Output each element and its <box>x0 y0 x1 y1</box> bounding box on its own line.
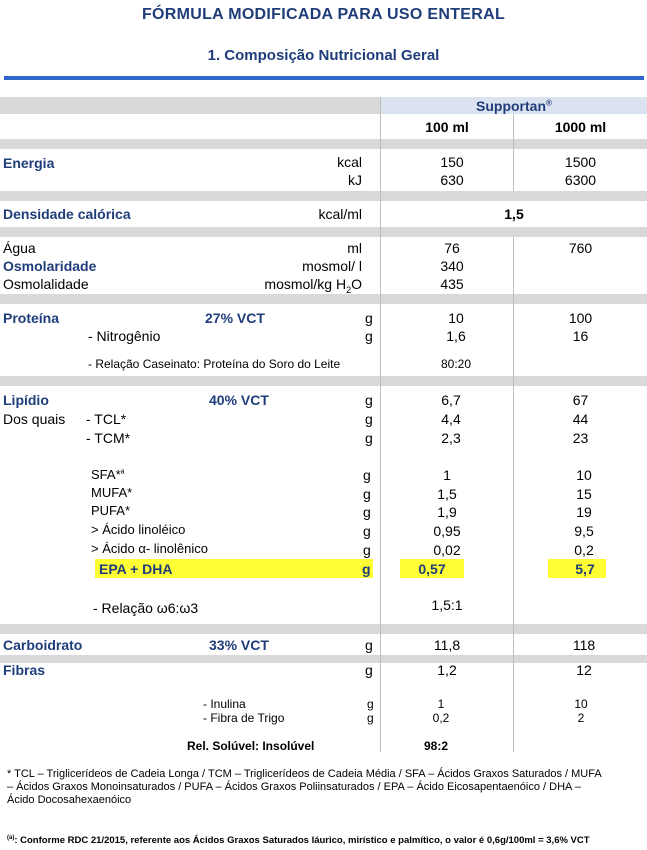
alfa-linolenico-1000: 0,2 <box>574 542 594 558</box>
alfa-linolenico-unit: g <box>363 542 371 558</box>
relacao-omega-label: - Relação ω6:ω3 <box>93 600 199 616</box>
osmolalidade-100: 435 <box>440 276 464 292</box>
agua-unit: ml <box>347 240 362 256</box>
sfa-label: SFA*$^a$ <box>91 467 125 482</box>
energia-unit-kj: kJ <box>348 172 362 188</box>
relacao-caseinato-value: 80:20 <box>440 357 472 371</box>
footnote-abbrev-2: – Ácidos Graxos Monoinsaturados / PUFA – Ácidos Graxos Poliinsaturados / EPA – Ácido Eicosapentaenóico / DHA – <box>7 781 581 793</box>
pufa-1000: 19 <box>576 504 592 520</box>
rel-soluvel-label: Rel. Solúvel: Insolúvel <box>187 739 315 753</box>
carboidrato-unit: g <box>365 637 373 653</box>
osmolaridade-100: 340 <box>440 258 464 274</box>
fibras-1000: 12 <box>576 662 592 678</box>
nitrogenio-label: - Nitrogênio <box>88 328 161 344</box>
energia-kj-100: 630 <box>440 172 464 188</box>
mufa-1000: 15 <box>576 486 592 502</box>
energia-kj-1000: 6300 <box>564 172 597 188</box>
sfa-100: 1 <box>443 467 451 483</box>
lipidio-1000: 67 <box>572 392 589 408</box>
page-title: FÓRMULA MODIFICADA PARA USO ENTERAL <box>141 6 506 23</box>
tcm-unit: g <box>365 430 373 446</box>
mufa-label: MUFA* <box>91 485 133 500</box>
carboidrato-100: 11,8 <box>433 637 461 653</box>
nitrogenio-100: 1,6 <box>446 328 466 344</box>
epa-dha-100: 0,57 <box>418 561 446 577</box>
product-name: Supportan® <box>476 98 552 114</box>
sfa-1000: 10 <box>576 467 592 483</box>
inulina-label: - Inulina <box>203 697 246 711</box>
agua-100: 76 <box>444 240 460 256</box>
linoleico-unit: g <box>363 523 371 539</box>
separator-bar <box>0 139 647 149</box>
tcl-100: 4,4 <box>441 411 461 427</box>
mufa-100: 1,5 <box>437 486 457 502</box>
rel-soluvel-value: 98:2 <box>423 739 449 753</box>
fibras-label: Fibras <box>3 662 46 678</box>
energia-unit-kcal: kcal <box>337 154 362 170</box>
tcl-unit: g <box>365 411 373 427</box>
agua-label: Água <box>3 240 36 256</box>
sfa-unit: g <box>363 467 371 483</box>
relacao-omega-value: 1,5:1 <box>431 597 463 613</box>
col-header-100ml: 100 ml <box>425 119 469 135</box>
densidade-value: 1,5 <box>504 206 524 222</box>
energia-kcal-100: 150 <box>440 154 464 170</box>
footnote-abbrev-3: Ácido Docosahexaenóico <box>7 794 132 806</box>
lipidio-label: Lipídio <box>3 392 49 408</box>
osmolaridade-label: Osmolaridade <box>3 258 97 274</box>
epa-dha-unit: g <box>362 561 371 577</box>
proteina-vct: 27% VCT <box>205 310 265 326</box>
pufa-label: PUFA* <box>91 503 131 518</box>
carboidrato-vct: 33% VCT <box>209 637 269 653</box>
energia-kcal-1000: 1500 <box>564 154 597 170</box>
separator-bar <box>0 294 647 304</box>
linoleico-label: > Ácido linoléico <box>91 522 186 537</box>
pufa-100: 1,9 <box>437 504 457 520</box>
nitrogenio-unit: g <box>365 328 373 344</box>
pufa-unit: g <box>363 504 371 520</box>
inulina-unit: g <box>367 697 374 711</box>
dos-quais-label: Dos quais <box>3 411 66 427</box>
energia-label: Energia <box>3 155 55 171</box>
linoleico-1000: 9,5 <box>574 523 594 539</box>
densidade-unit: kcal/ml <box>318 206 362 222</box>
proteina-100: 10 <box>448 310 464 326</box>
carboidrato-1000: 118 <box>572 637 596 653</box>
tcm-label: - TCM* <box>86 430 131 446</box>
title-divider <box>4 76 644 80</box>
footnote-abbrev-1: * TCL – Triglicerídeos de Cadeia Longa / TCM – Triglicerídeos de Cadeia Média / SFA – Ácidos Graxos Saturados / MUFA <box>7 768 602 780</box>
inulina-1000: 10 <box>574 697 588 711</box>
nitrogenio-1000: 16 <box>572 328 589 344</box>
densidade-label: Densidade calórica <box>3 206 131 222</box>
proteina-1000: 100 <box>568 310 593 326</box>
proteina-unit: g <box>365 310 373 326</box>
alfa-linolenico-label: > Ácido α- linolênico <box>91 541 208 556</box>
epa-dha-1000: 5,7 <box>575 561 595 577</box>
separator-bar <box>0 191 647 201</box>
tcm-100: 2,3 <box>441 430 461 446</box>
epa-dha-label: EPA + DHA <box>99 561 173 577</box>
alfa-linolenico-100: 0,02 <box>433 542 461 558</box>
agua-1000: 760 <box>568 240 593 256</box>
fibra-trigo-100: 0,2 <box>432 711 450 725</box>
separator-bar <box>0 376 647 386</box>
separator-bar <box>0 624 647 634</box>
tcl-1000: 44 <box>572 411 589 427</box>
fibra-trigo-1000: 2 <box>577 711 585 725</box>
separator-bar <box>0 227 647 237</box>
proteina-label: Proteína <box>3 310 60 326</box>
osmolalidade-label: Osmolalidade <box>3 276 89 292</box>
osmolalidade-unit: mosmol/kg $H_2O$ <box>264 276 362 295</box>
fibra-trigo-label: - Fibra de Trigo <box>203 711 285 725</box>
fibras-unit: g <box>365 662 373 678</box>
linoleico-100: 0,95 <box>433 523 461 539</box>
footnote-rdc: $^{(a)}$: Conforme RDC 21/2015, referente aos Ácidos Graxos Saturados láurico, mirístico e palmítico, o valor é 0,6g/100ml = 3,6% VCT <box>7 835 590 847</box>
tcm-1000: 23 <box>572 430 589 446</box>
relacao-caseinato-label: - Relação Caseinato: Proteína do Soro do Leite <box>88 357 341 371</box>
lipidio-100: 6,7 <box>441 392 461 408</box>
fibras-100: 1,2 <box>437 662 457 678</box>
lipidio-unit: g <box>365 392 373 408</box>
carboidrato-label: Carboidrato <box>3 637 83 653</box>
lipidio-vct: 40% VCT <box>209 392 269 408</box>
section-subtitle: 1. Composição Nutricional Geral <box>207 47 440 64</box>
tcl-label: - TCL* <box>86 411 127 427</box>
fibra-trigo-unit: g <box>367 711 374 725</box>
mufa-unit: g <box>363 486 371 502</box>
inulina-100: 1 <box>437 697 445 711</box>
col-header-1000ml: 1000 ml <box>554 119 607 135</box>
osmolaridade-unit: mosmol/ l <box>302 258 362 274</box>
